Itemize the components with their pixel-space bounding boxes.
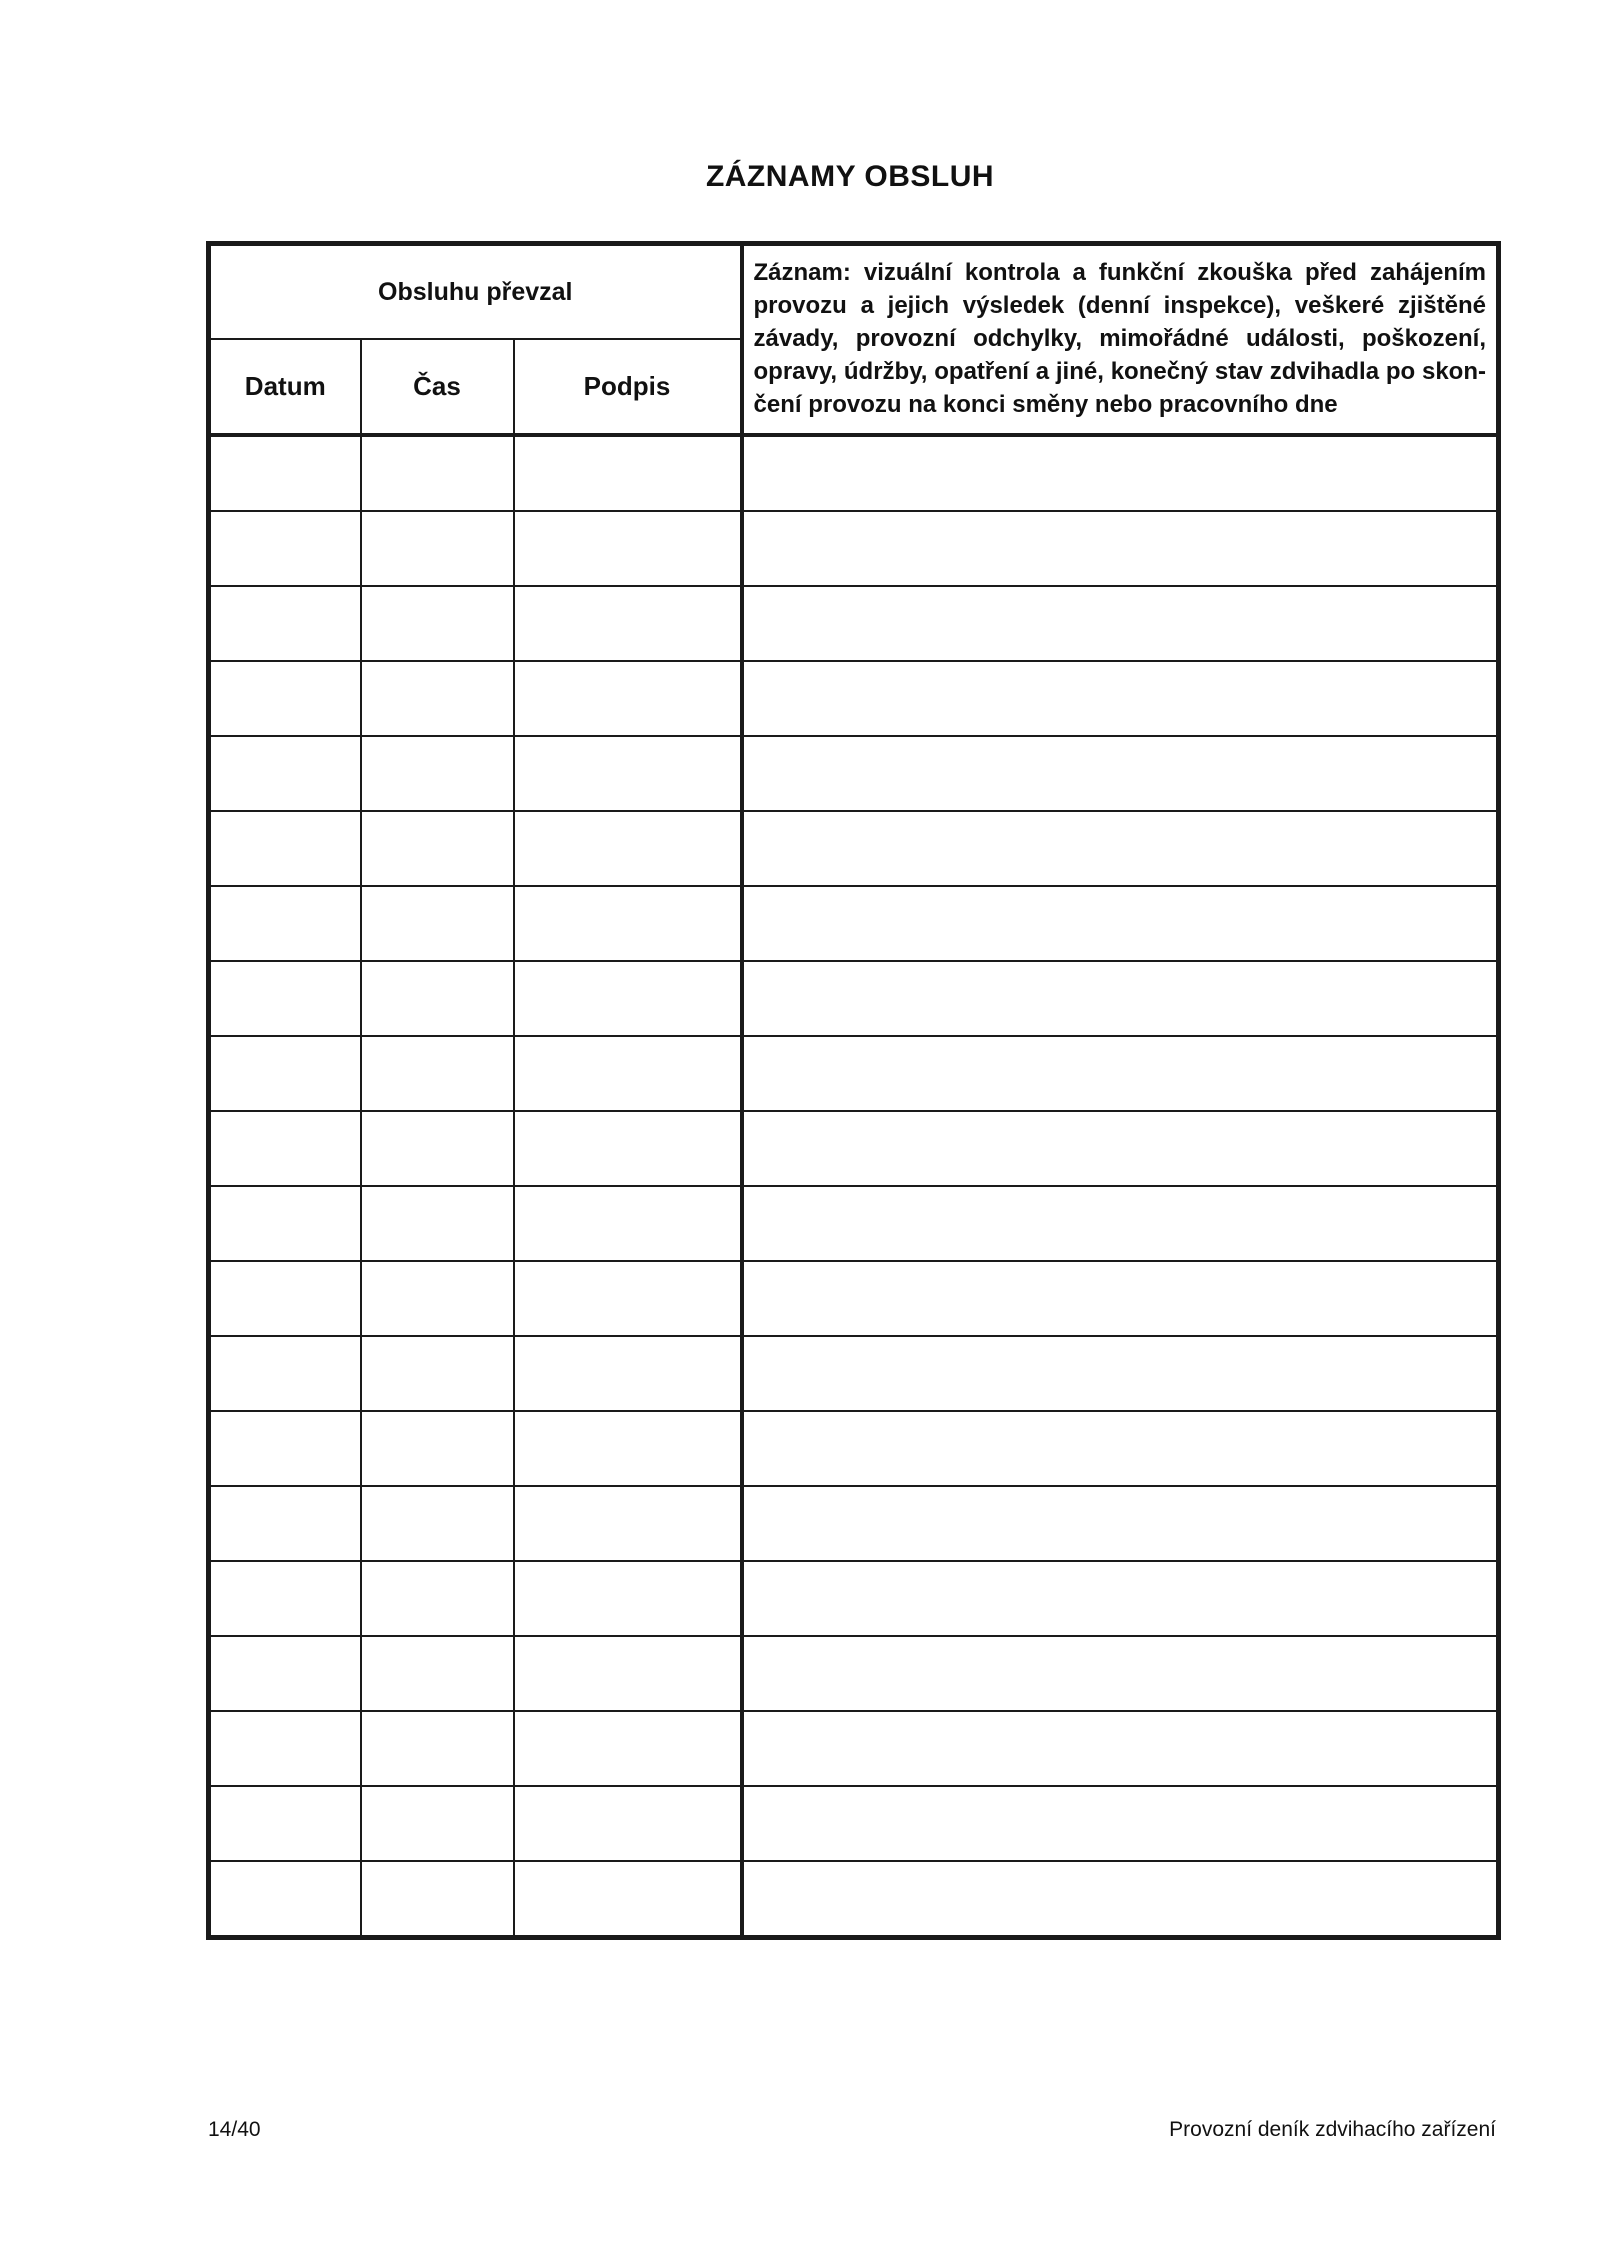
time-cell <box>361 586 514 661</box>
record-cell <box>742 1786 1499 1861</box>
date-cell <box>209 1786 361 1861</box>
date-cell <box>209 1561 361 1636</box>
time-cell <box>361 1336 514 1411</box>
signature-cell <box>514 1711 742 1786</box>
table-row <box>209 1786 1499 1861</box>
table-row <box>209 1411 1499 1486</box>
signature-cell <box>514 886 742 961</box>
date-cell <box>209 1711 361 1786</box>
date-cell <box>209 586 361 661</box>
time-cell <box>361 435 514 511</box>
signature-cell <box>514 586 742 661</box>
note-lead-label: Záznam: <box>753 259 851 286</box>
signature-cell <box>514 1786 742 1861</box>
document-name: Provozní deník zdvihacího zařízení <box>1169 2118 1496 2141</box>
log-body <box>209 435 1499 1938</box>
time-cell <box>361 736 514 811</box>
date-cell <box>209 435 361 511</box>
time-cell <box>361 661 514 736</box>
record-cell <box>742 736 1499 811</box>
date-cell <box>209 886 361 961</box>
time-cell <box>361 1186 514 1261</box>
time-cell <box>361 1636 514 1711</box>
date-cell <box>209 661 361 736</box>
record-cell <box>742 811 1499 886</box>
time-cell <box>361 811 514 886</box>
date-cell <box>209 1861 361 1938</box>
signature-cell <box>514 1261 742 1336</box>
column-header-signature: Podpis <box>514 339 742 435</box>
record-cell <box>742 1861 1499 1938</box>
time-cell <box>361 1486 514 1561</box>
table-row <box>209 1111 1499 1186</box>
time-cell <box>361 1786 514 1861</box>
table-row <box>209 1261 1499 1336</box>
time-cell <box>361 1411 514 1486</box>
table-row <box>209 1486 1499 1561</box>
date-cell <box>209 1411 361 1486</box>
column-header-date: Datum <box>209 339 361 435</box>
time-cell <box>361 1261 514 1336</box>
record-cell <box>742 511 1499 586</box>
table-row <box>209 811 1499 886</box>
time-cell <box>361 1561 514 1636</box>
signature-cell <box>514 961 742 1036</box>
date-cell <box>209 1186 361 1261</box>
signature-cell <box>514 661 742 736</box>
date-cell <box>209 961 361 1036</box>
time-cell <box>361 1111 514 1186</box>
record-cell <box>742 1561 1499 1636</box>
record-cell <box>742 1186 1499 1261</box>
page-title: ZÁZNAMY OBSLUH <box>705 160 995 193</box>
date-cell <box>209 1636 361 1711</box>
date-cell <box>209 1486 361 1561</box>
date-cell <box>209 811 361 886</box>
table-row <box>209 661 1499 736</box>
signature-cell <box>514 1336 742 1411</box>
record-cell <box>742 1411 1499 1486</box>
table-row <box>209 961 1499 1036</box>
table-row <box>209 1336 1499 1411</box>
group-header-handover: Obsluhu převzal <box>209 244 742 340</box>
note-description: vizuální kontrola a funkční zkouška před zahájením provozu a jejich výsledek (denní inspekce), veškeré zjištěné závady, provozní odchylky, mimořádné události, poškození, opravy, údržby, opatření a jiné, konečný stav zdvihadla po skon-čení provozu na konci směny nebo pracovního dne <box>753 259 1486 418</box>
time-cell <box>361 886 514 961</box>
record-cell <box>742 1036 1499 1111</box>
page-number: 14/40 <box>208 2118 261 2141</box>
table-row <box>209 1186 1499 1261</box>
table-row <box>209 886 1499 961</box>
record-cell <box>742 886 1499 961</box>
signature-cell <box>514 511 742 586</box>
record-cell <box>742 435 1499 511</box>
signature-cell <box>514 1486 742 1561</box>
header-row-group <box>209 244 1499 340</box>
time-cell <box>361 961 514 1036</box>
time-cell <box>361 1861 514 1938</box>
signature-cell <box>514 1561 742 1636</box>
table-row <box>209 1636 1499 1711</box>
signature-cell <box>514 1036 742 1111</box>
date-cell <box>209 511 361 586</box>
table-row <box>209 1036 1499 1111</box>
signature-cell <box>514 736 742 811</box>
note-header <box>742 244 1499 436</box>
date-cell <box>209 1261 361 1336</box>
table-row <box>209 1561 1499 1636</box>
date-cell <box>209 1111 361 1186</box>
operator-log-table <box>206 241 1501 1940</box>
table-row <box>209 736 1499 811</box>
table-row <box>209 586 1499 661</box>
record-cell <box>742 1261 1499 1336</box>
signature-cell <box>514 1411 742 1486</box>
record-cell <box>742 1111 1499 1186</box>
table-row <box>209 1861 1499 1938</box>
column-header-time: Čas <box>361 339 514 435</box>
signature-cell <box>514 1636 742 1711</box>
table-row <box>209 1711 1499 1786</box>
record-cell <box>742 961 1499 1036</box>
record-cell <box>742 661 1499 736</box>
signature-cell <box>514 1111 742 1186</box>
record-cell <box>742 1486 1499 1561</box>
date-cell <box>209 1336 361 1411</box>
time-cell <box>361 1036 514 1111</box>
record-cell <box>742 1336 1499 1411</box>
table-row <box>209 511 1499 586</box>
signature-cell <box>514 1861 742 1938</box>
signature-cell <box>514 811 742 886</box>
time-cell <box>361 1711 514 1786</box>
record-cell <box>742 586 1499 661</box>
signature-cell <box>514 1186 742 1261</box>
date-cell <box>209 736 361 811</box>
time-cell <box>361 511 514 586</box>
table-row <box>209 435 1499 511</box>
date-cell <box>209 1036 361 1111</box>
record-cell <box>742 1711 1499 1786</box>
record-cell <box>742 1636 1499 1711</box>
signature-cell <box>514 435 742 511</box>
